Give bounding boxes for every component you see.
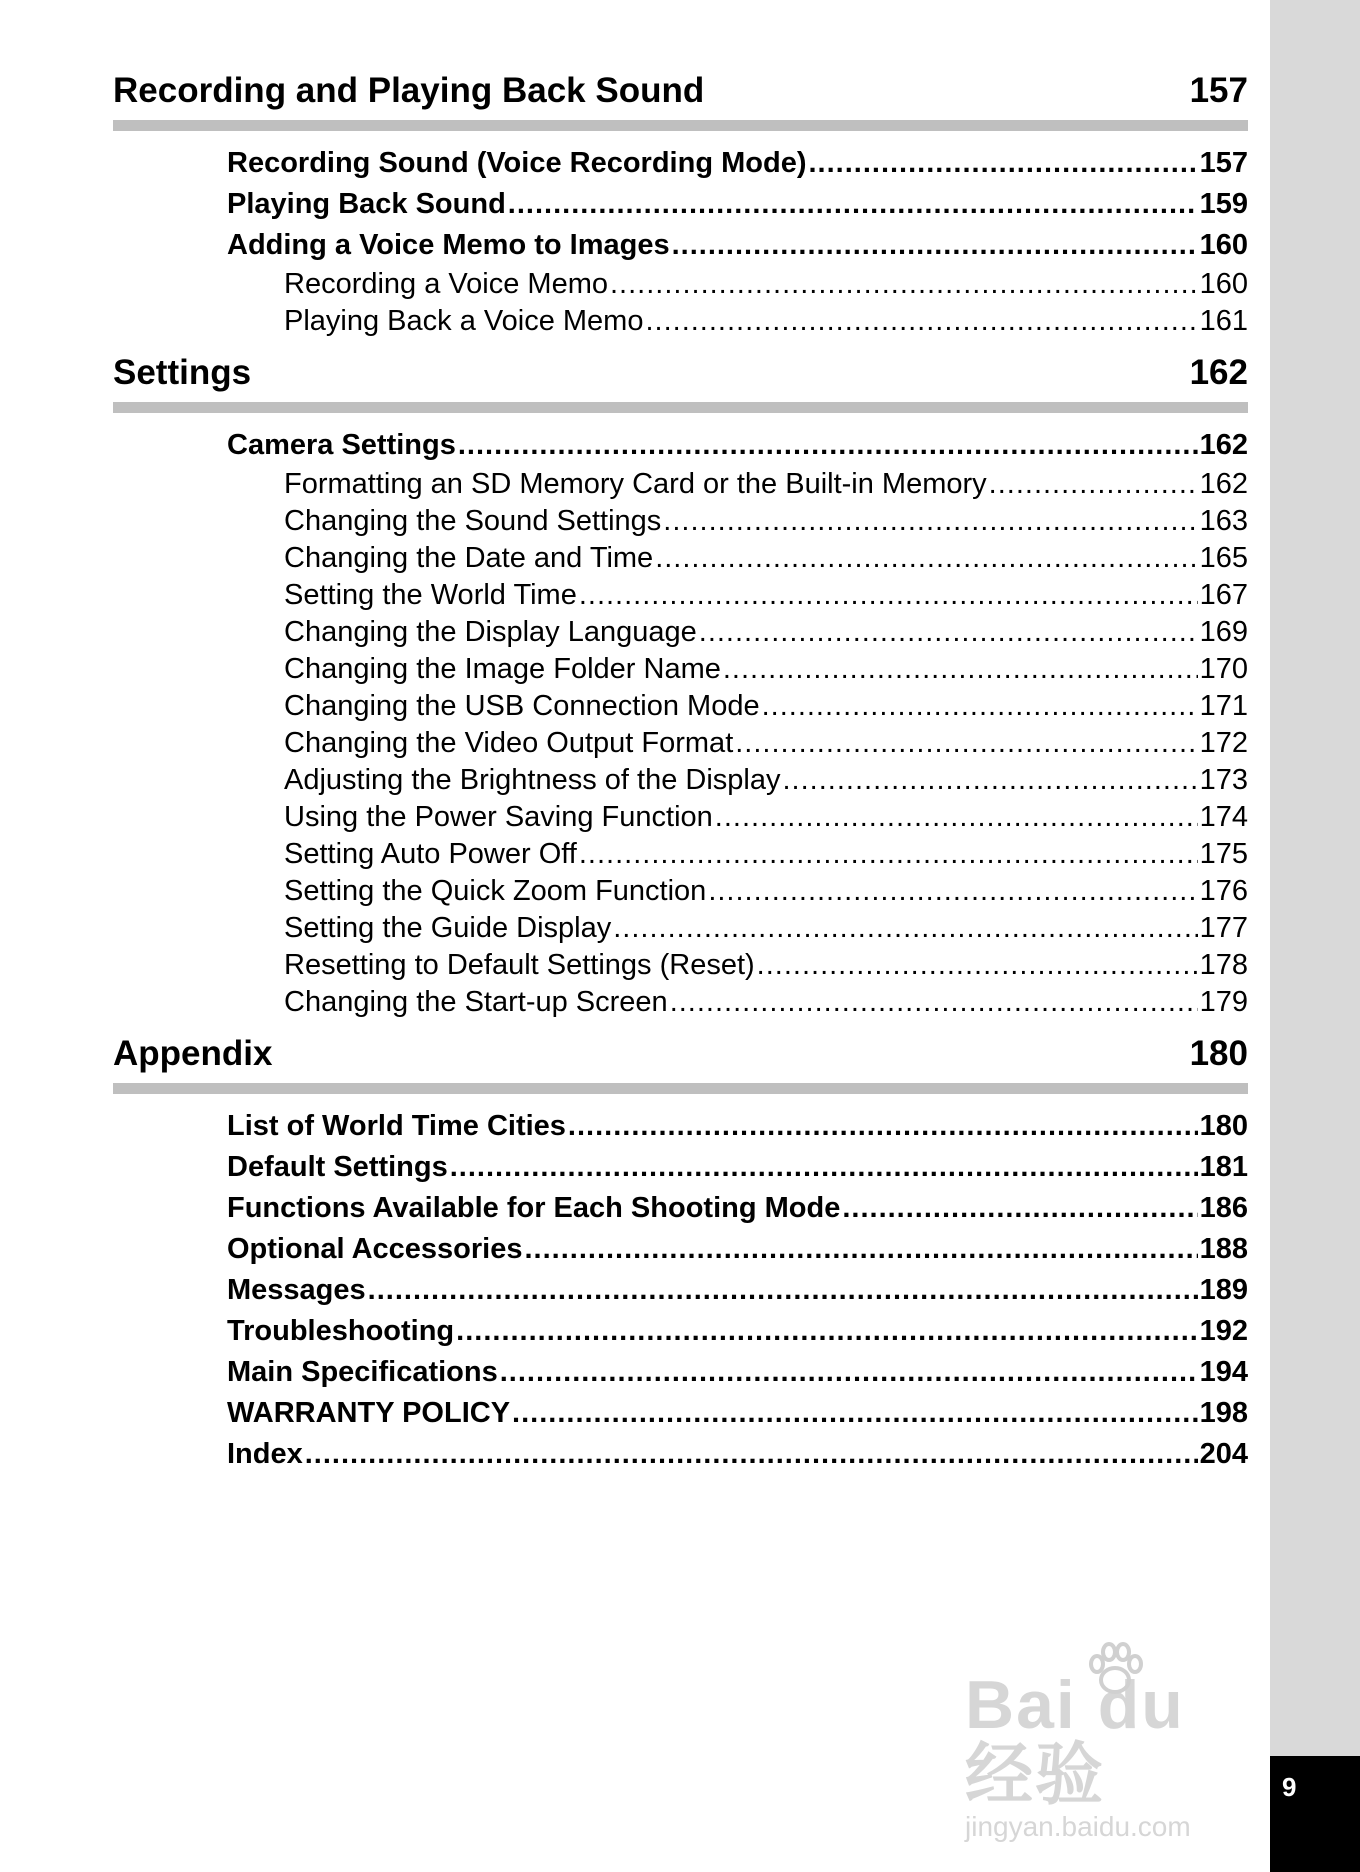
section-heading[interactable] (113, 344, 1248, 402)
table-of-contents (113, 62, 1248, 1479)
toc-entry[interactable] (284, 540, 1248, 577)
toc-entry-page: 198 (1199, 1397, 1248, 1429)
section-divider (113, 1083, 1248, 1094)
dot-leader (579, 577, 1198, 614)
dot-leader (715, 799, 1198, 836)
toc-section-2 (113, 344, 1248, 1025)
toc-entry-label: Setting the World Time (284, 579, 577, 611)
toc-entry-page: 175 (1199, 838, 1248, 870)
watermark-logo: Bai du 经验 (965, 1667, 1185, 1813)
toc-entry-page: 186 (1199, 1192, 1248, 1224)
toc-entry-label: Recording a Voice Memo (284, 268, 608, 300)
dot-leader (783, 762, 1198, 799)
dot-leader (613, 910, 1197, 947)
toc-entry[interactable] (284, 836, 1248, 873)
dot-leader (512, 1393, 1198, 1434)
dot-leader (456, 1311, 1197, 1352)
dot-leader (305, 1434, 1198, 1475)
toc-entry-page: 162 (1199, 429, 1248, 461)
dot-leader (458, 425, 1198, 466)
toc-entry-label: Functions Available for Each Shooting Mode (227, 1192, 841, 1224)
paw-icon (1085, 1642, 1145, 1698)
toc-entry-page: 162 (1199, 468, 1248, 500)
section-title: Settings (113, 353, 252, 392)
toc-entry[interactable] (227, 143, 1248, 184)
dot-leader (524, 1229, 1197, 1270)
toc-entry-label: Default Settings (227, 1151, 448, 1183)
dot-leader (655, 540, 1197, 577)
toc-entry-label: Setting the Guide Display (284, 912, 612, 944)
toc-entry-page: 170 (1199, 653, 1248, 685)
side-tab-strip (1270, 0, 1360, 1872)
toc-entry-label: Changing the Display Language (284, 616, 697, 648)
toc-entry-label: Setting Auto Power Off (284, 838, 577, 870)
toc-entry-page: 160 (1199, 229, 1248, 261)
toc-entry-page: 165 (1199, 542, 1248, 574)
toc-entry-label: WARRANTY POLICY (227, 1397, 511, 1429)
dot-leader (672, 225, 1198, 266)
toc-entry-label: Changing the Sound Settings (284, 505, 662, 537)
section-title: Recording and Playing Back Sound (113, 71, 705, 110)
section-title: Appendix (113, 1034, 273, 1073)
dot-leader (762, 688, 1198, 725)
dot-leader (808, 143, 1197, 184)
dot-leader (989, 466, 1198, 503)
section-page: 162 (1189, 353, 1248, 392)
toc-entry[interactable] (284, 984, 1248, 1021)
toc-entry-page: 179 (1199, 986, 1248, 1018)
toc-entry-page: 172 (1199, 727, 1248, 759)
toc-entry-label: Adjusting the Brightness of the Display (284, 764, 781, 796)
toc-entry-page: 188 (1199, 1233, 1248, 1265)
toc-entry-label: Main Specifications (227, 1356, 498, 1388)
toc-entry-page: 204 (1199, 1438, 1248, 1470)
dot-leader (699, 614, 1198, 651)
section-heading[interactable] (113, 62, 1248, 120)
toc-entry[interactable] (227, 1311, 1248, 1352)
toc-entry-label: Recording Sound (Voice Recording Mode) (227, 147, 807, 179)
dot-leader (723, 651, 1198, 688)
toc-entry-page: 174 (1199, 801, 1248, 833)
page-number: 9 (1282, 1772, 1297, 1802)
toc-entry[interactable] (284, 688, 1248, 725)
section-heading[interactable] (113, 1025, 1248, 1083)
toc-entry[interactable] (227, 1106, 1248, 1147)
toc-entry-label: Formatting an SD Memory Card or the Built-in Memory (284, 468, 987, 500)
toc-entry[interactable] (284, 947, 1248, 984)
dot-leader (500, 1352, 1198, 1393)
toc-entry[interactable] (227, 1229, 1248, 1270)
toc-entry-label: Playing Back a Voice Memo (284, 305, 644, 337)
baidu-watermark (965, 1667, 1270, 1842)
dot-leader (450, 1147, 1198, 1188)
section-entries (113, 425, 1248, 1025)
toc-entry[interactable] (284, 910, 1248, 947)
toc-entry-label: Playing Back Sound (227, 188, 506, 220)
toc-entry[interactable] (284, 725, 1248, 762)
section-entries (113, 1106, 1248, 1479)
dot-leader (735, 725, 1197, 762)
toc-entry[interactable] (284, 762, 1248, 799)
toc-entry[interactable] (227, 1188, 1248, 1229)
section-spacer (113, 1475, 1248, 1479)
toc-section-1 (113, 62, 1248, 344)
dot-leader (568, 1106, 1198, 1147)
toc-entry[interactable] (284, 466, 1248, 503)
section-entries (113, 143, 1248, 344)
dot-leader (757, 947, 1198, 984)
toc-entry[interactable] (227, 225, 1248, 266)
toc-entry-page: 176 (1199, 875, 1248, 907)
section-divider (113, 120, 1248, 131)
toc-entry-label: Changing the Image Folder Name (284, 653, 721, 685)
toc-entry-page: 194 (1199, 1356, 1248, 1388)
dot-leader (368, 1270, 1198, 1311)
dot-leader (663, 503, 1197, 540)
toc-entry-label: Setting the Quick Zoom Function (284, 875, 707, 907)
toc-entry[interactable] (284, 873, 1248, 910)
toc-entry-page: 171 (1199, 690, 1248, 722)
toc-entry-label: Troubleshooting (227, 1315, 455, 1347)
toc-entry-page: 178 (1199, 949, 1248, 981)
toc-entry-label: Changing the Date and Time (284, 542, 654, 574)
toc-entry[interactable] (284, 577, 1248, 614)
toc-entry-page: 177 (1199, 912, 1248, 944)
toc-entry-label: List of World Time Cities (227, 1110, 566, 1142)
toc-entry[interactable] (284, 303, 1248, 340)
toc-entry-page: 181 (1199, 1151, 1248, 1183)
dot-leader (708, 873, 1197, 910)
toc-section-3 (113, 1025, 1248, 1479)
toc-entry-page: 173 (1199, 764, 1248, 796)
section-page: 180 (1189, 1034, 1248, 1073)
toc-entry-label: Changing the Start-up Screen (284, 986, 668, 1018)
toc-entry-label: Camera Settings (227, 429, 456, 461)
toc-entry-page: 161 (1199, 305, 1248, 337)
toc-entry-label: Messages (227, 1274, 366, 1306)
toc-entry-page: 157 (1199, 147, 1248, 179)
toc-entry-page: 167 (1199, 579, 1248, 611)
toc-entry[interactable] (284, 799, 1248, 836)
dot-leader (645, 303, 1197, 340)
toc-entry-label: Resetting to Default Settings (Reset) (284, 949, 755, 981)
section-divider (113, 402, 1248, 413)
toc-entry-label: Adding a Voice Memo to Images (227, 229, 670, 261)
toc-entry[interactable] (227, 425, 1248, 466)
section-page: 157 (1189, 71, 1248, 110)
toc-entry[interactable] (227, 184, 1248, 225)
toc-entry[interactable] (227, 1352, 1248, 1393)
toc-entry-page: 180 (1199, 1110, 1248, 1142)
toc-entry[interactable] (227, 1270, 1248, 1311)
toc-entry-page: 189 (1199, 1274, 1248, 1306)
toc-entry-label: Changing the Video Output Format (284, 727, 734, 759)
toc-entry-label: Changing the USB Connection Mode (284, 690, 760, 722)
toc-entry-page: 160 (1199, 268, 1248, 300)
toc-entry-label: Optional Accessories (227, 1233, 523, 1265)
toc-entry[interactable] (284, 266, 1248, 303)
toc-entry-label: Using the Power Saving Function (284, 801, 713, 833)
toc-entry-page: 163 (1199, 505, 1248, 537)
watermark-url: jingyan.baidu.com (965, 1811, 1191, 1842)
dot-leader (842, 1188, 1197, 1229)
toc-entry[interactable] (284, 651, 1248, 688)
dot-leader (508, 184, 1198, 225)
toc-entry-label: Index (227, 1438, 303, 1470)
toc-entry-page: 159 (1199, 188, 1248, 220)
toc-entry[interactable] (284, 503, 1248, 540)
toc-entry-page: 169 (1199, 616, 1248, 648)
toc-entry[interactable] (227, 1393, 1248, 1434)
toc-entry-page: 192 (1199, 1315, 1248, 1347)
dot-leader (579, 836, 1198, 873)
toc-entry[interactable] (227, 1147, 1248, 1188)
dot-leader (670, 984, 1198, 1021)
toc-entry[interactable] (227, 1434, 1248, 1475)
toc-entry[interactable] (284, 614, 1248, 651)
dot-leader (610, 266, 1198, 303)
